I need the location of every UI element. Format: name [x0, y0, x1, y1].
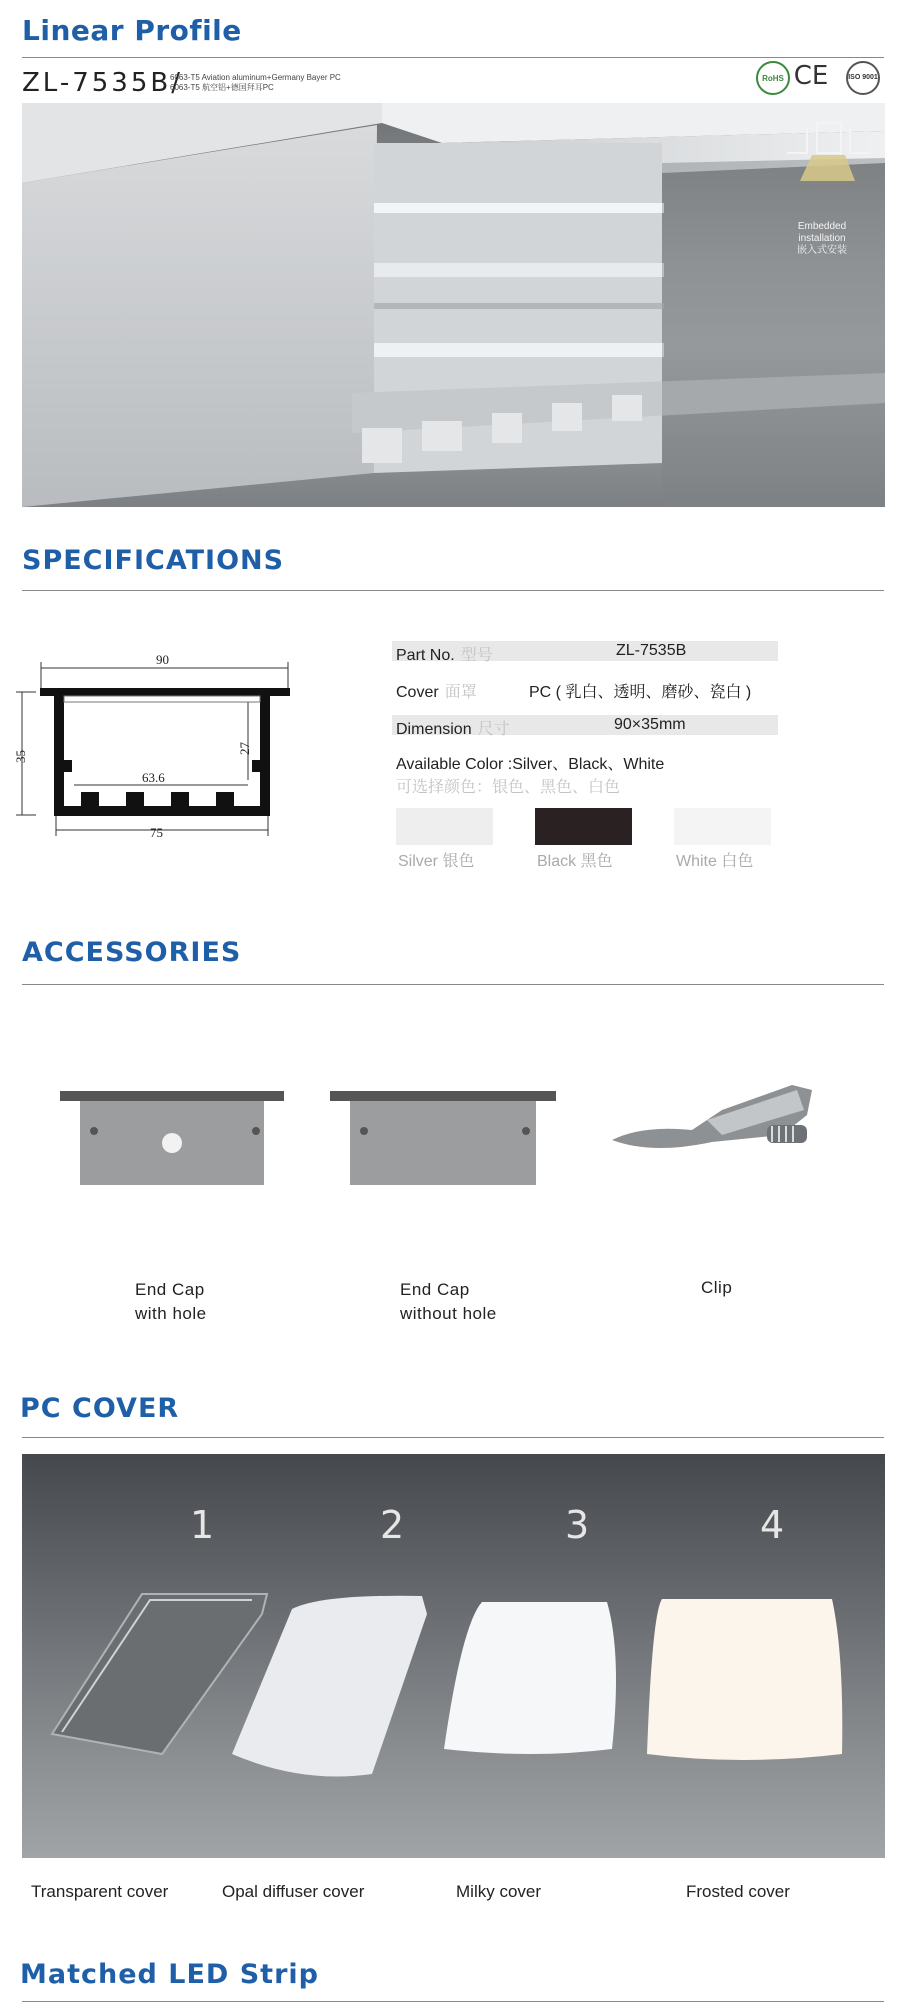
spec-row-part-no — [392, 641, 778, 664]
cover-label-frosted: Frosted cover — [686, 1882, 790, 1901]
transparent-cover-sample — [52, 1594, 267, 1754]
dim-inner-height: 27 — [237, 742, 252, 755]
pc-cover-photo — [22, 1454, 885, 1858]
page-title: Linear Profile — [22, 14, 242, 47]
led-strip-rule — [22, 2001, 884, 2002]
dim-bottom-width: 75 — [150, 825, 163, 840]
accessories-heading: ACCESSORIES — [22, 937, 242, 968]
dimension-label-en: Dimension — [396, 721, 472, 738]
accessory-label-line1: End Cap — [135, 1280, 205, 1299]
spec-row-dimension — [392, 715, 778, 738]
ce-text: CE — [793, 61, 829, 91]
accessory-label-line1: End Cap — [400, 1280, 470, 1299]
pc-cover-rule — [22, 1437, 884, 1438]
install-type-label — [762, 221, 882, 257]
rohs-badge — [756, 61, 790, 95]
cover-number-2: 2 — [380, 1503, 405, 1547]
part-no-label-cn: 型号 — [460, 647, 493, 664]
dimension-value: 90×35mm — [614, 716, 686, 733]
aluminum-profile-render — [22, 103, 885, 507]
install-label-cn: 嵌入式安装 — [797, 245, 847, 256]
iso-text: ISO 9001 — [848, 74, 878, 81]
accessories-rule — [22, 984, 884, 985]
accessory-label-line2: with hole — [135, 1304, 207, 1323]
material-note-cn: 6063-T5 航空铝+德国拜耳PC — [170, 83, 274, 92]
swatch-white-label: White 白色 — [676, 853, 754, 870]
cover-number-3: 3 — [565, 1503, 590, 1547]
opal-diffuser-cover-sample — [232, 1596, 427, 1777]
specifications-rule — [22, 590, 884, 591]
dim-inner-width: 63.6 — [142, 770, 165, 785]
swatch-silver — [396, 808, 493, 845]
install-label-en-1: Embedded — [797, 221, 847, 232]
iso-badge — [846, 61, 880, 95]
part-no-label-en: Part No. — [396, 647, 455, 664]
pc-cover-samples — [22, 1454, 885, 1858]
specifications-heading: SPECIFICATIONS — [22, 545, 285, 576]
milky-cover-sample — [444, 1602, 616, 1754]
cover-label-en: Cover — [396, 684, 439, 701]
swatch-black-label: Black 黑色 — [537, 853, 613, 870]
material-note-en: 6063-T5 Aviation aluminum+Germany Bayer PC — [170, 73, 341, 82]
swatch-black — [535, 808, 632, 845]
dim-height-left: 35 — [13, 750, 28, 763]
profile-hero-image — [22, 103, 885, 507]
accessory-end-cap-with-hole — [135, 1278, 207, 1326]
dim-width-top: 90 — [156, 652, 169, 667]
cover-number-4: 4 — [760, 1503, 785, 1547]
swatch-white — [674, 808, 771, 845]
pc-cover-heading: PC COVER — [20, 1393, 180, 1424]
cover-value: PC ( 乳白、透明、磨砂、瓷白 ) — [529, 684, 752, 701]
cover-label-transparent: Transparent cover — [31, 1882, 169, 1901]
cover-label-opal: Opal diffuser cover — [222, 1882, 365, 1901]
cover-label — [396, 679, 477, 702]
dimension-label-cn: 尺寸 — [477, 721, 510, 738]
cover-label-milky: Milky cover — [456, 1882, 542, 1901]
material-note — [170, 73, 341, 93]
title-rule — [22, 57, 884, 58]
cover-label-cn: 面罩 — [444, 684, 477, 701]
part-no-value: ZL-7535B — [616, 642, 687, 659]
model-number: ZL-7535B/ — [22, 68, 183, 98]
available-color-en: Available Color :Silver、Black、White — [396, 756, 665, 773]
end-cap-with-hole-image — [60, 1085, 290, 1195]
frosted-cover-sample — [647, 1599, 842, 1760]
swatch-silver-label: Silver 银色 — [398, 853, 475, 870]
end-cap-without-hole-image — [330, 1085, 560, 1195]
accessory-end-cap-without-hole — [400, 1278, 497, 1326]
dimension-label — [396, 716, 510, 739]
profile-cross-section-drawing — [13, 650, 376, 840]
part-no-label — [396, 642, 493, 665]
led-strip-heading: Matched LED Strip — [20, 1959, 319, 1990]
cover-number-1: 1 — [190, 1503, 215, 1547]
install-label-en-2: installation — [798, 233, 846, 244]
spec-row-cover — [392, 678, 778, 701]
mounting-clip-image — [612, 1080, 832, 1180]
ce-mark — [793, 61, 829, 91]
accessory-label-line1: Clip — [701, 1278, 733, 1297]
accessory-label-line2: without hole — [400, 1304, 497, 1323]
available-color-cn: 可选择颜色：银色、黑色、白色 — [396, 779, 621, 796]
accessory-clip — [701, 1276, 732, 1300]
rohs-text: RoHS — [762, 73, 784, 83]
